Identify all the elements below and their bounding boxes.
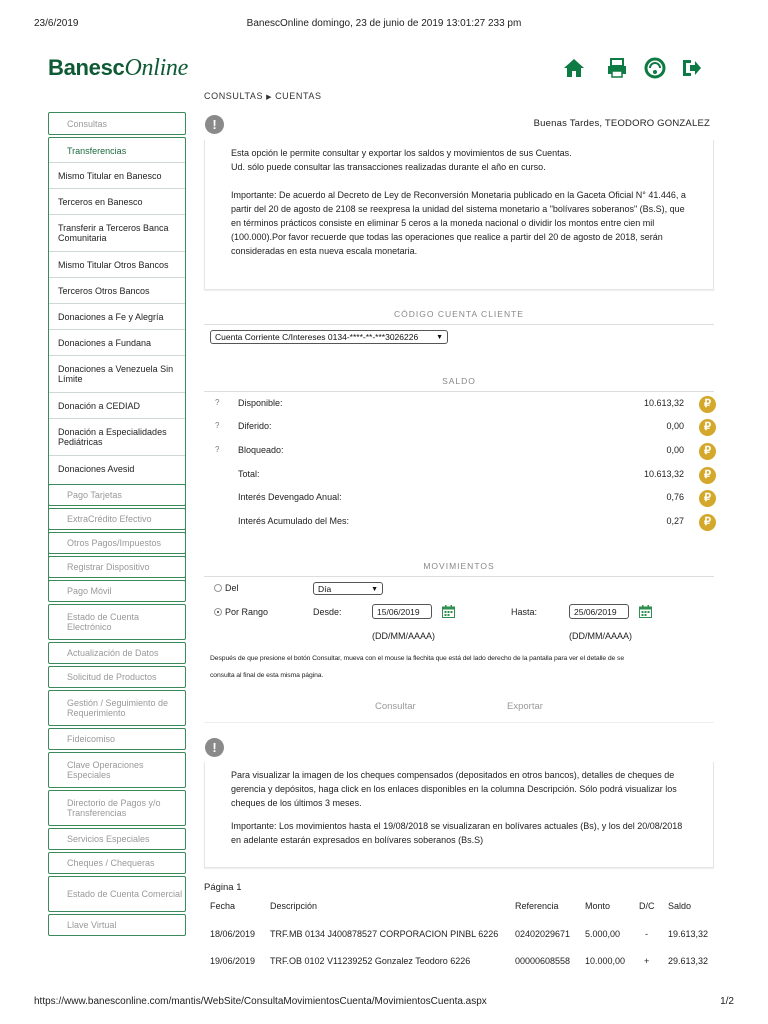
balance-row: Interés Acumulado del Mes: 0,27 ₽	[204, 514, 716, 530]
page-url: https://www.banesconline.com/mantis/WebSite/ConsultaMovimientosCuenta/MovimientosCuenta.aspx	[34, 996, 487, 1007]
sidebar-item[interactable]: Directorio de Pagos y/o Transferencias	[48, 790, 186, 826]
col-monto: Monto	[585, 901, 611, 911]
page-label: Página 1	[204, 882, 242, 893]
banesco-logo[interactable]: BanescOnline	[48, 55, 188, 81]
greeting: Buenas Tardes, TEODORO GONZALEZ	[533, 118, 710, 129]
submenu-item[interactable]: Donación a Especialidades Pediátricas	[49, 418, 185, 455]
info-panel	[204, 140, 714, 290]
date-format-hint: (DD/MM/AAAA)	[569, 631, 632, 641]
movimientos-section-title: MOVIMIENTOS	[423, 561, 495, 571]
col-descripcion: Descripción	[270, 901, 318, 911]
radio-circle-icon	[214, 584, 222, 592]
sidebar-item[interactable]: Estado de Cuenta Electrónico	[48, 604, 186, 640]
info-line: Esta opción le permite consultar y exportar los saldos y movimientos de sus Cuentas.	[231, 148, 572, 158]
sidebar-item[interactable]: Registrar Dispositivo	[48, 556, 186, 578]
col-dc: D/C	[639, 901, 655, 911]
radio-circle-icon	[214, 608, 222, 616]
account-section-title: CÓDIGO CUENTA CLIENTE	[394, 309, 524, 319]
important-note: Importante: Los movimientos hasta el 19/08/2018 se visualizaran en bolívares actuales (Bs), y los del 20/08/2018 en adelante estarán expresados en bolívares soberanos (Bs.S)	[231, 821, 683, 845]
top-toolbar	[538, 56, 708, 82]
hasta-label: Hasta:	[511, 607, 538, 617]
dropdown-arrow-icon: ▼	[371, 586, 378, 593]
print-footer	[34, 996, 734, 1010]
balance-row: ? Disponible: 10.613,32 ₽	[204, 396, 716, 412]
sidebar-item[interactable]: Pago Tarjetas	[48, 484, 186, 506]
descripcion-link[interactable]: TRF.MB 0134 J400878527 CORPORACION PINBL 6226	[270, 929, 499, 939]
col-fecha: Fecha	[210, 901, 236, 911]
submenu-item[interactable]: Mismo Titular Otros Bancos	[49, 251, 185, 277]
sidebar-item[interactable]: Estado de Cuenta Comercial	[48, 876, 186, 912]
exportar-button[interactable]: Exportar	[507, 701, 543, 712]
bolivar-coin-icon: ₽	[699, 467, 716, 484]
cheques-info-panel	[204, 762, 714, 868]
info-line: Ud. sólo puede consultar las transacciones realizadas durante el año en curso.	[231, 162, 546, 172]
submenu-item[interactable]: Donación a CEDIAD	[49, 392, 185, 418]
submenu-item[interactable]: Donaciones a Fundana	[49, 329, 185, 355]
help-question-icon[interactable]: ?	[215, 445, 220, 454]
help-question-icon[interactable]: ?	[215, 421, 220, 430]
account-select[interactable]: Cuenta Corriente C/Intereses 0134-****-**-***3026226 ▼	[210, 330, 448, 344]
logout-icon[interactable]	[679, 56, 703, 82]
print-date: 23/6/2019	[34, 18, 79, 29]
desde-label: Desde:	[313, 607, 342, 617]
instructions-text: Después de que presione el botón Consultar, mueva con el mouse la flechita que está del lado derecho de la pantalla para ver el detalle de se consulta al final de esta misma página.	[210, 655, 625, 679]
sidebar-item[interactable]: Servicios Especiales	[48, 828, 186, 850]
descripcion-link[interactable]: TRF.OB 0102 V11239252 Gonzalez Teodoro 6226	[270, 956, 471, 966]
calendar-icon[interactable]	[639, 605, 652, 618]
radio-por-rango[interactable]: Por Rango	[214, 607, 268, 617]
submenu-item[interactable]: Donaciones a Venezuela Sin Límite	[49, 355, 185, 392]
submenu-item[interactable]: Terceros en Banesco	[49, 188, 185, 214]
sidebar-item-transferencias[interactable]: Transferencias	[48, 137, 186, 163]
submenu-item[interactable]: Mismo Titular en Banesco	[49, 162, 185, 188]
sidebar-item[interactable]: ExtraCrédito Efectivo	[48, 508, 186, 530]
col-saldo: Saldo	[668, 901, 692, 911]
breadcrumb-page: CUENTAS	[275, 91, 322, 101]
sidebar-item[interactable]: Solicitud de Productos	[48, 666, 186, 688]
info-icon: !	[205, 738, 224, 757]
print-icon[interactable]	[605, 56, 629, 82]
page-count: 1/2	[720, 996, 734, 1007]
bolivar-coin-icon: ₽	[699, 514, 716, 531]
cheques-info-text: Para visualizar la imagen de los cheques compensados (depositados en otros bancos), detalles de cheques de gerencia y depósitos, haga click en los enlaces disponibles en la columna Descripción. Sólo podrá visualizar los cheques de los últimos 3 meses.	[231, 770, 677, 808]
chevron-right-icon: ▶	[266, 94, 273, 101]
date-format-hint: (DD/MM/AAAA)	[372, 631, 435, 641]
balance-row: ? Diferido: 0,00 ₽	[204, 419, 716, 435]
breadcrumb-section[interactable]: CONSULTAS	[204, 91, 264, 101]
print-header	[34, 18, 734, 32]
sidebar-item[interactable]: Fideicomiso	[48, 728, 186, 750]
consultar-button[interactable]: Consultar	[375, 701, 416, 712]
radio-del[interactable]: Del	[214, 583, 239, 593]
bolivar-coin-icon: ₽	[699, 443, 716, 460]
balance-row: ? Bloqueado: 0,00 ₽	[204, 443, 716, 459]
help-question-icon[interactable]: ?	[215, 398, 220, 407]
submenu-item[interactable]: Donaciones a Fe y Alegría	[49, 303, 185, 329]
sidebar-item[interactable]: Llave Virtual	[48, 914, 186, 936]
desde-input[interactable]: 15/06/2019	[372, 604, 432, 619]
dropdown-arrow-icon: ▼	[436, 334, 443, 341]
day-select[interactable]: Día ▼	[313, 582, 383, 595]
saldo-section-title: SALDO	[442, 376, 476, 386]
sidebar-item[interactable]: Otros Pagos/Impuestos	[48, 532, 186, 554]
sidebar-item[interactable]: Gestión / Seguimiento de Requerimiento	[48, 690, 186, 726]
print-title: BanescOnline domingo, 23 de junio de 2019 13:01:27 233 pm	[246, 18, 522, 29]
help-icon[interactable]	[643, 56, 667, 82]
balance-row: Interés Devengado Anual: 0,76 ₽	[204, 490, 716, 506]
breadcrumb	[204, 91, 322, 101]
sidebar-item[interactable]: Actualización de Datos	[48, 642, 186, 664]
balance-row: Total: 10.613,32 ₽	[204, 467, 716, 483]
divider	[204, 324, 714, 325]
submenu-item[interactable]: Donaciones Avesid	[49, 455, 185, 481]
sidebar-item[interactable]: Pago Móvil	[48, 580, 186, 602]
hasta-input[interactable]: 25/06/2019	[569, 604, 629, 619]
col-referencia: Referencia	[515, 901, 559, 911]
calendar-icon[interactable]	[442, 605, 455, 618]
bolivar-coin-icon: ₽	[699, 490, 716, 507]
sidebar-item[interactable]: Cheques / Chequeras	[48, 852, 186, 874]
home-icon[interactable]	[562, 56, 586, 82]
bolivar-coin-icon: ₽	[699, 419, 716, 436]
sidebar-item-consultas[interactable]: Consultas	[48, 112, 186, 135]
sidebar-item[interactable]: Clave Operaciones Especiales	[48, 752, 186, 788]
submenu-item[interactable]: Terceros Otros Bancos	[49, 277, 185, 303]
divider	[204, 576, 714, 577]
important-note: Importante: De acuerdo al Decreto de Ley de Reconversión Monetaria publicado en la Gaceta Oficial N° 41.446, a partir del 20 de agosto de 2108 se reexpresa la unidad del sistema monetario a "bolívares soberanos" (Bs.S), que en términos prácticos consiste en eliminar 5 ceros a la moneda nacional o dividir los montos entre cien mil (100.000).Por favor recuerde que todas las operaciones que realice a partir del 20 de agosto de 2018, serán consideradas en esta nueva escala monetaria.	[231, 190, 686, 256]
divider	[204, 722, 714, 723]
info-icon: !	[205, 115, 224, 134]
divider	[204, 391, 714, 392]
submenu-item[interactable]: Transferir a Terceros Banca Comunitaria	[49, 214, 185, 251]
bolivar-coin-icon: ₽	[699, 396, 716, 413]
